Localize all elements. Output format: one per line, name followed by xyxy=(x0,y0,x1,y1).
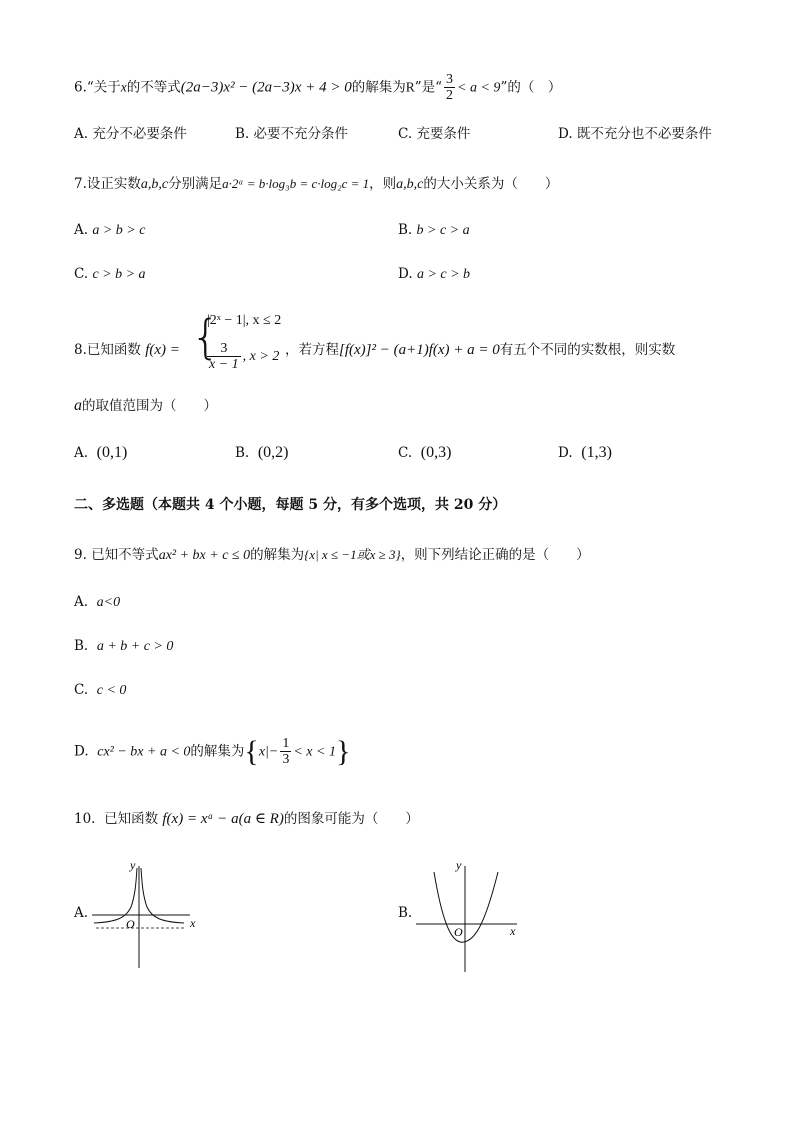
option-text: c < 0 xyxy=(96,683,127,698)
math-function: f(x) = xᵃ − a(a ∈ R) xyxy=(162,811,284,827)
option-label: B. xyxy=(235,126,250,142)
question-text: 有五个不同的实数根，则实数 xyxy=(499,342,676,358)
option-label: A. xyxy=(74,594,89,610)
question-9 xyxy=(74,543,590,564)
math-fraction xyxy=(207,341,241,373)
graph-b[interactable] xyxy=(414,852,534,974)
option-text: 的解集为 xyxy=(190,743,245,760)
question-number: 6. xyxy=(74,79,87,96)
question-text: ，则下列结论正确的是（ ） xyxy=(400,547,590,563)
option-label: D. xyxy=(398,266,413,282)
option-label: B. xyxy=(74,638,89,654)
fraction-numerator: 1 xyxy=(282,736,290,751)
q7-option-d[interactable] xyxy=(398,266,470,283)
option-text: 充要条件 xyxy=(416,126,471,142)
piecewise-case-2 xyxy=(205,341,279,373)
math-set-R: R xyxy=(405,79,415,95)
option-text: a > b > c xyxy=(92,223,146,238)
set-close-brace: } xyxy=(335,734,351,768)
math-vars: a,b,c xyxy=(140,177,169,192)
graph-a-label[interactable]: A. xyxy=(74,905,89,921)
fraction-denominator: 3 xyxy=(282,752,290,768)
question-text: ，则 xyxy=(369,176,397,192)
q6-option-c[interactable] xyxy=(398,122,470,142)
option-text: b > c > a xyxy=(416,223,470,238)
question-10 xyxy=(74,807,419,828)
math-inequality: ax² + bx + c ≤ 0 xyxy=(158,548,251,563)
q6-option-b[interactable] xyxy=(235,122,348,142)
question-6 xyxy=(74,72,561,104)
q9-option-b[interactable] xyxy=(74,638,173,655)
option-text: (1,3) xyxy=(581,444,612,461)
q9-option-c[interactable] xyxy=(74,682,126,699)
fraction-denominator: x − 1 xyxy=(209,357,239,373)
question-number: 8. xyxy=(74,342,87,358)
option-label: A. xyxy=(74,445,89,461)
option-text: 充分不必要条件 xyxy=(92,126,187,142)
option-label: C. xyxy=(74,266,89,282)
fraction-denominator: 2 xyxy=(446,88,454,104)
set-content: x|− xyxy=(258,744,279,760)
math-equation: [f(x)]² − (a+1)f(x) + a = 0 xyxy=(339,342,500,358)
q8-option-c[interactable] xyxy=(398,444,451,462)
math-inequality: (2a−3)x² − (2a−3)x + 4 > 0 xyxy=(180,79,352,96)
option-label: B. xyxy=(398,222,413,238)
case-condition: , x > 2 xyxy=(242,349,280,365)
q8-lead xyxy=(74,338,180,359)
q8-line2 xyxy=(74,394,217,415)
math-var: x xyxy=(120,79,127,95)
math-fraction xyxy=(444,72,455,104)
question-text: 的解集为 xyxy=(250,547,305,563)
y-axis-label: y xyxy=(456,858,462,872)
section-heading: 二、多选题（本题共 4 个小题，每题 5 分，有多个选项，共 20 分） xyxy=(74,497,507,513)
question-number: 9. xyxy=(74,547,87,563)
q8-option-d[interactable] xyxy=(558,444,612,462)
question-text: ”的（ ） xyxy=(500,79,562,96)
set-content: < x < 1 xyxy=(293,744,336,760)
graph-a[interactable] xyxy=(88,852,208,974)
option-label: A. xyxy=(74,126,89,142)
option-text: (0,3) xyxy=(420,444,452,461)
question-text: 设正实数 xyxy=(86,176,141,192)
q7-option-b[interactable] xyxy=(398,222,470,239)
option-text: 必要不充分条件 xyxy=(253,126,349,142)
option-label: D. xyxy=(74,743,89,760)
question-text: 已知不等式 xyxy=(91,547,159,563)
question-text: 的图象可能为（ ） xyxy=(283,811,419,827)
option-label: B. xyxy=(235,445,250,461)
set-open-brace: { xyxy=(244,734,259,768)
option-label: C. xyxy=(74,682,89,698)
q8-option-a[interactable] xyxy=(74,444,127,462)
option-text: (0,1) xyxy=(96,444,128,461)
option-text: c > b > a xyxy=(92,267,146,282)
option-label: D. xyxy=(558,445,573,461)
x-axis-label: x xyxy=(190,916,196,930)
question-number: 10. xyxy=(74,811,96,827)
y-axis-label: y xyxy=(130,858,136,872)
question-text: “关于 xyxy=(86,79,121,96)
q8-option-b[interactable] xyxy=(235,444,288,462)
math-fraction xyxy=(280,736,291,768)
option-text: 既不充分也不必要条件 xyxy=(576,126,712,142)
math-equation: a·2ᵃ = b·log₃b = c·log₂c = 1 xyxy=(222,176,370,191)
question-text: 的取值范围为（ ） xyxy=(82,398,217,414)
graph-b-label[interactable]: B. xyxy=(398,905,413,921)
q6-option-a[interactable] xyxy=(74,122,187,142)
math-vars: a,b,c xyxy=(396,177,424,192)
math-function: f(x) = xyxy=(145,342,180,358)
q8-rest xyxy=(285,338,675,359)
question-text: 已知函数 xyxy=(86,342,141,358)
question-text: 的不等式 xyxy=(126,79,181,96)
option-label: D. xyxy=(558,126,573,142)
origin-label: O xyxy=(126,917,135,931)
piecewise-case-1: |2ˣ − 1|, x ≤ 2 xyxy=(207,313,282,328)
question-7 xyxy=(74,172,558,193)
option-label: C. xyxy=(398,126,413,142)
q6-option-d[interactable] xyxy=(558,122,712,142)
option-text: a<0 xyxy=(96,595,121,610)
parabola xyxy=(434,872,498,942)
option-label: A. xyxy=(74,222,89,238)
question-text: 的解集为 xyxy=(351,79,406,96)
question-text: 分别满足 xyxy=(168,176,223,192)
question-text: ”是“ xyxy=(414,79,443,96)
option-text: (0,2) xyxy=(257,444,289,461)
math-set: {x| x ≤ −1或x ≥ 3} xyxy=(304,547,401,562)
math-inequality: cx² − bx + a < 0 xyxy=(97,744,191,760)
math-var: a xyxy=(74,397,82,414)
q9-option-a[interactable] xyxy=(74,594,120,611)
piecewise-brace: { xyxy=(191,310,221,364)
q9-option-d[interactable] xyxy=(74,736,350,768)
question-text: 已知函数 xyxy=(104,811,159,827)
fraction-numerator: 3 xyxy=(446,72,454,87)
option-label: C. xyxy=(398,445,413,461)
question-text: ，若方程 xyxy=(285,342,339,358)
q7-option-c[interactable] xyxy=(74,266,146,283)
fraction-numerator: 3 xyxy=(207,341,241,357)
option-text: a + b + c > 0 xyxy=(96,639,174,654)
option-text: a > c > b xyxy=(416,267,471,282)
origin-label: O xyxy=(454,925,463,939)
math-condition: < a < 9 xyxy=(457,80,501,96)
question-text: 的大小关系为（ ） xyxy=(423,176,559,192)
question-number: 7. xyxy=(74,176,87,192)
q7-option-a[interactable] xyxy=(74,222,145,239)
x-axis-label: x xyxy=(510,924,516,938)
